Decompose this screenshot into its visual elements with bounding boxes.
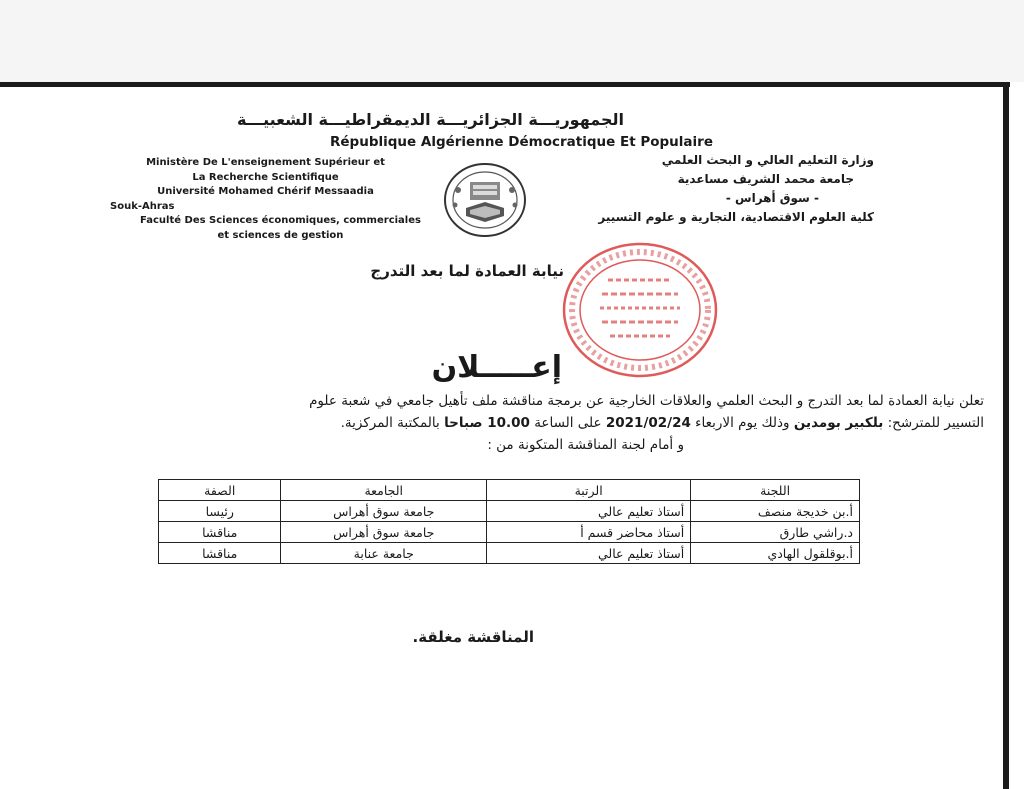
institution-arabic-line: وزارة التعليم العالي و البحث العلمي [661, 153, 874, 167]
member-rank: أستاذ تعليم عالي [487, 501, 691, 522]
header-university: الجامعة [281, 480, 487, 501]
member-university: جامعة عنابة [281, 543, 487, 564]
member-university: جامعة سوق أهراس [281, 501, 487, 522]
institution-french-line: Faculté Des Sciences économiques, commerciales [140, 215, 421, 226]
institution-french-line: Souk-Ahras [110, 200, 175, 212]
member-rank: أستاذ تعليم عالي [487, 543, 691, 564]
announcement-title: إعـــــلان [431, 350, 562, 385]
member-role: رئيسا [159, 501, 281, 522]
member-rank: أستاذ محاضر قسم أ [487, 522, 691, 543]
member-name: د.راشي طارق [691, 522, 860, 543]
frame-top-border [0, 82, 1010, 87]
header-role: الصفة [159, 480, 281, 501]
body-line [14, 412, 984, 434]
defense-time-unit: صباحا [444, 415, 488, 431]
institution-arabic [598, 151, 874, 227]
university-logo-icon [440, 160, 530, 240]
body-text: وذلك يوم الاربعاء [690, 415, 794, 431]
member-name: أ.بوقلقول الهادي [691, 543, 860, 564]
member-university: جامعة سوق أهراس [281, 522, 487, 543]
table-row [159, 501, 860, 522]
institution-french-line: Université Mohamed Chérif Messaadia [157, 186, 374, 197]
vice-dean-office: نيابة العمادة لما بعد التدرج [370, 262, 564, 280]
republic-name-french: République Algérienne Démocratique Et Populaire [330, 134, 713, 150]
body-text: التسيير للمترشح: [883, 415, 984, 431]
table-row [159, 522, 860, 543]
body-text: بالمكتبة المركزية. [340, 415, 445, 431]
table-header-row [159, 480, 860, 501]
defense-time: 10.00 [487, 415, 530, 431]
institution-french-line: Ministère De L'enseignement Supérieur et [146, 157, 385, 168]
header-committee: اللجنة [691, 480, 860, 501]
institution-french-line: et sciences de gestion [217, 229, 344, 241]
institution-arabic-line: - سوق أهراس - [725, 191, 819, 205]
official-stamp-icon [560, 240, 720, 380]
body-text: على الساعة [529, 415, 606, 431]
header-rank: الرتبة [487, 480, 691, 501]
institution-arabic-line: كلية العلوم الاقتصادية، التجارية و علوم التسيير [598, 210, 874, 224]
defense-date: 2021/02/24 [605, 415, 691, 431]
institution-arabic-line: جامعة محمد الشريف مساعدية [677, 172, 854, 186]
frame-right-border [1003, 82, 1009, 789]
body-line: و أمام لجنة المناقشة المتكونة من : [487, 437, 684, 453]
jury-table [158, 479, 860, 564]
table-row [159, 543, 860, 564]
announcement-body [14, 390, 984, 456]
body-line: تعلن نيابة العمادة لما بعد التدرج و البحث العلمي والعلاقات الخارجية عن برمجة مناقشة ملف تأهيل جامعي في شعبة علوم [309, 393, 984, 409]
member-role: مناقشا [159, 543, 281, 564]
closing-note: المناقشة مغلقة. [412, 628, 534, 646]
institution-french [110, 156, 421, 243]
member-role: مناقشا [159, 522, 281, 543]
candidate-name: بلكبير بومدين [793, 415, 884, 431]
institution-french-line: La Recherche Scientifique [192, 171, 339, 183]
republic-name-arabic: الجمهوريـــة الجزائريـــة الديمقراطيـــة الشعبيـــة [236, 110, 624, 129]
member-name: أ.بن خديجة منصف [691, 501, 860, 522]
